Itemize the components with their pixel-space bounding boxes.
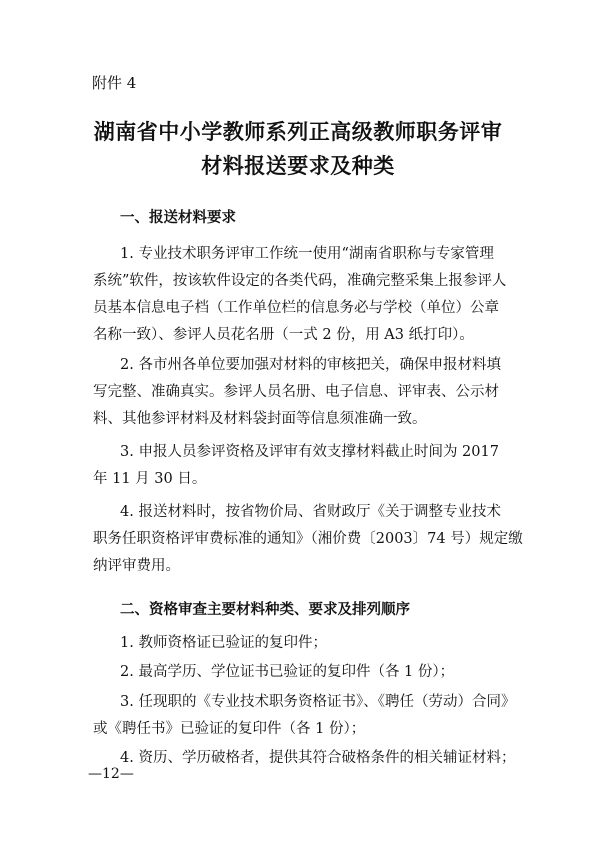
body-text-line: 2. 各市州各单位要加强对材料的审核把关，确保申报材料填	[120, 357, 501, 373]
document-title-line-1: 湖南省中小学教师系列正高级教师职务评审	[93, 120, 503, 144]
body-text-line: 4. 报送材料时，按省物价局、省财政厅《关于调整专业技术	[120, 504, 501, 520]
body-text-line: 1. 教师资格证已验证的复印件；	[120, 635, 327, 651]
body-text-line: 年 11 月 30 日。	[93, 471, 207, 487]
body-text-line: 系统”软件，按该软件设定的各类代码，准确完整采集上报参评人	[93, 273, 507, 289]
body-text-line: 2. 最高学历、学位证书已验证的复印件（各 1 份）；	[120, 664, 455, 680]
body-text-line: 3. 任现职的《专业技术职务资格证书》、《聘任（劳动）合同》	[120, 694, 516, 710]
body-text-line: 或《聘任书》已验证的复印件（各 1 份）；	[93, 721, 366, 737]
attachment-label: 附件 4	[92, 74, 137, 92]
body-text-line: 3. 申报人员参评资格及评审有效支撑材料截止时间为 2017	[120, 444, 499, 460]
body-text-line: 名称一致）、参评人员花名册（一式 2 份，用 A3 纸打印）。	[93, 327, 474, 343]
body-text-line: 1. 专业技术职务评审工作统一使用“湖南省职称与专家管理	[120, 246, 494, 262]
section-heading: 一、报送材料要求	[120, 210, 236, 226]
body-text-line: 职务任职资格评审费标准的通知》（湘价费〔2003〕74 号）规定缴	[93, 531, 523, 547]
body-text-line: 纳评审费用。	[93, 558, 180, 574]
document-title-line-2: 材料报送要求及种类	[201, 154, 395, 178]
body-text-line: 4. 资历、学历破格者，提供其符合破格条件的相关辅证材料；	[120, 750, 516, 766]
body-text-line: 料、其他参评材料及材料袋封面等信息须准确一致。	[93, 411, 427, 427]
page-number: —12—	[88, 766, 134, 782]
body-text-line: 员基本信息电子档（工作单位栏的信息务必与学校（单位）公章	[93, 300, 499, 316]
section-heading: 二、资格审查主要材料种类、要求及排列顺序	[120, 602, 410, 618]
body-text-line: 写完整、准确真实。参评人员名册、电子信息、评审表、公示材	[93, 384, 499, 400]
